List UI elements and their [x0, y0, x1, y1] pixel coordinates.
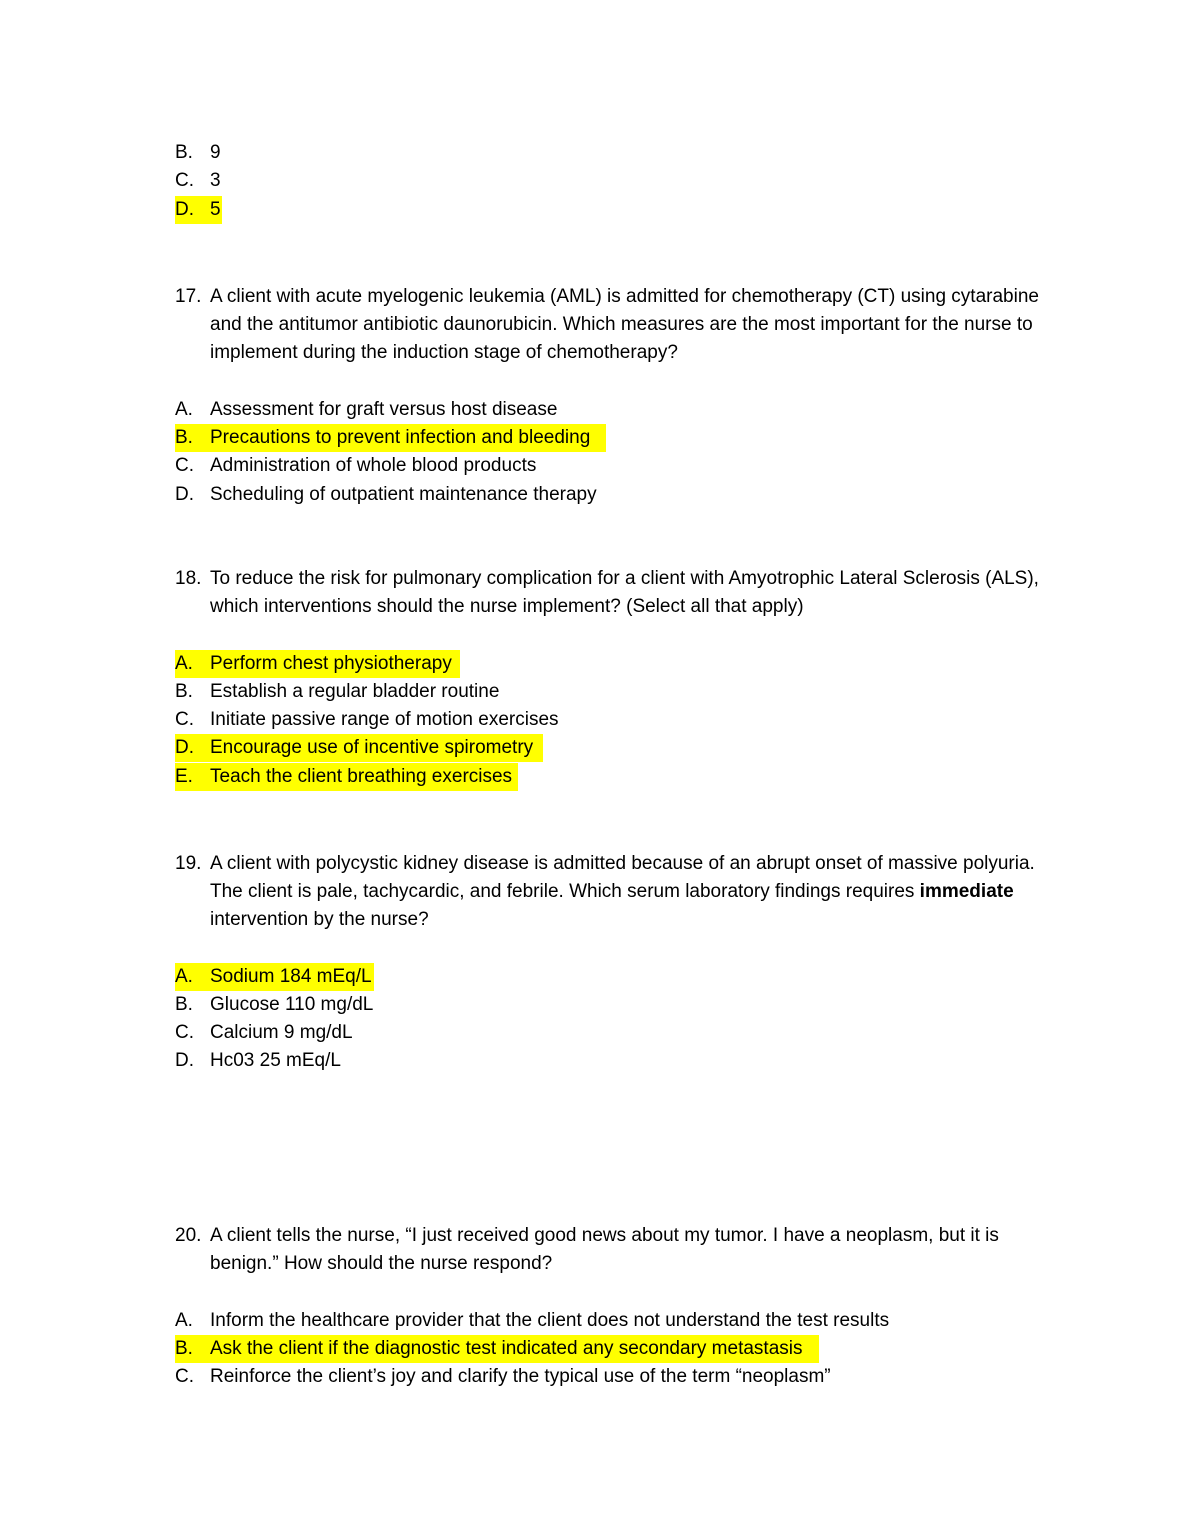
- q20-option-b-correct: [175, 1335, 819, 1363]
- option-letter: D.: [175, 1050, 194, 1071]
- option-letter: D.: [175, 484, 194, 505]
- option-letter: A.: [175, 399, 193, 420]
- option-text: 3: [210, 170, 221, 191]
- question-19: [175, 850, 1055, 934]
- option-text: Ask the client if the diagnostic test indicated any secondary metastasis: [210, 1338, 803, 1359]
- option-letter: C.: [175, 1022, 194, 1043]
- option-letter: B.: [175, 1338, 193, 1359]
- option-text: Hc03 25 mEq/L: [210, 1050, 341, 1071]
- q17-option-b-correct: [175, 424, 606, 452]
- stem-emphasis: immediate: [919, 881, 1014, 902]
- question-stem: A client with acute myelogenic leukemia (AML) is admitted for chemotherapy (CT) using cytarabine and the antitumor antibiotic daunorubicin. Which measures are the most important for the nurse to implement during the induction stage of chemotherapy?: [210, 286, 1039, 363]
- question-stem: [210, 850, 1055, 934]
- option-letter: B.: [175, 427, 193, 448]
- option-letter: C.: [175, 170, 194, 191]
- option-letter: E.: [175, 766, 193, 787]
- option-text: Perform chest physiotherapy: [210, 653, 452, 674]
- q18-option-d-correct: [175, 734, 543, 762]
- q19-option-a-correct: [175, 963, 374, 991]
- option-text: Precautions to prevent infection and bleeding: [210, 427, 591, 448]
- question-stem: To reduce the risk for pulmonary complication for a client with Amyotrophic Lateral Sclerosis (ALS), which interventions should the nurse implement? (Select all that apply): [210, 568, 1039, 617]
- option-text: Glucose 110 mg/dL: [210, 994, 374, 1015]
- option-text: Encourage use of incentive spirometry: [210, 737, 534, 758]
- option-letter: A.: [175, 1310, 193, 1331]
- option-text: Scheduling of outpatient maintenance therapy: [210, 484, 597, 505]
- option-text: Administration of whole blood products: [210, 455, 537, 476]
- option-letter: C.: [175, 709, 194, 730]
- option-text: Teach the client breathing exercises: [210, 766, 513, 787]
- question-18: [175, 565, 1055, 621]
- question-number: 18.: [175, 568, 202, 589]
- option-letter: B.: [175, 994, 193, 1015]
- stem-text: A client with polycystic kidney disease is admitted because of an abrupt onset of massive polyuria. The client is pale, tachycardic, and febrile. Which serum laboratory findings requires: [210, 853, 1035, 902]
- option-letter: A.: [175, 966, 193, 987]
- question-number: 19.: [175, 853, 202, 874]
- option-text: Establish a regular bladder routine: [210, 681, 500, 702]
- question-20: [175, 1222, 1055, 1278]
- option-text: Inform the healthcare provider that the client does not understand the test results: [210, 1310, 890, 1331]
- option-letter: C.: [175, 455, 194, 476]
- option-letter: D.: [175, 199, 194, 220]
- option-text: Assessment for graft versus host disease: [210, 399, 558, 420]
- question-17: [175, 283, 1055, 367]
- question-number: 20.: [175, 1225, 202, 1246]
- option-letter: B.: [175, 142, 193, 163]
- question-number: 17.: [175, 286, 202, 307]
- option-text: Sodium 184 mEq/L: [210, 966, 372, 987]
- option-text: Initiate passive range of motion exercises: [210, 709, 559, 730]
- option-letter: D.: [175, 737, 194, 758]
- option-text: Calcium 9 mg/dL: [210, 1022, 353, 1043]
- option-letter: B.: [175, 681, 193, 702]
- option-text: Reinforce the client’s joy and clarify the typical use of the term “neoplasm”: [210, 1366, 831, 1387]
- stem-text: intervention by the nurse?: [210, 909, 429, 930]
- option-text: 5: [210, 199, 221, 220]
- q18-option-e-correct: [175, 763, 518, 791]
- question-stem: A client tells the nurse, “I just received good news about my tumor. I have a neoplasm, but it is benign.” How should the nurse respond?: [210, 1225, 999, 1274]
- q18-option-a-correct: [175, 650, 460, 678]
- prev-option-d-correct: [175, 196, 222, 224]
- option-letter: C.: [175, 1366, 194, 1387]
- option-letter: A.: [175, 653, 193, 674]
- option-text: 9: [210, 142, 221, 163]
